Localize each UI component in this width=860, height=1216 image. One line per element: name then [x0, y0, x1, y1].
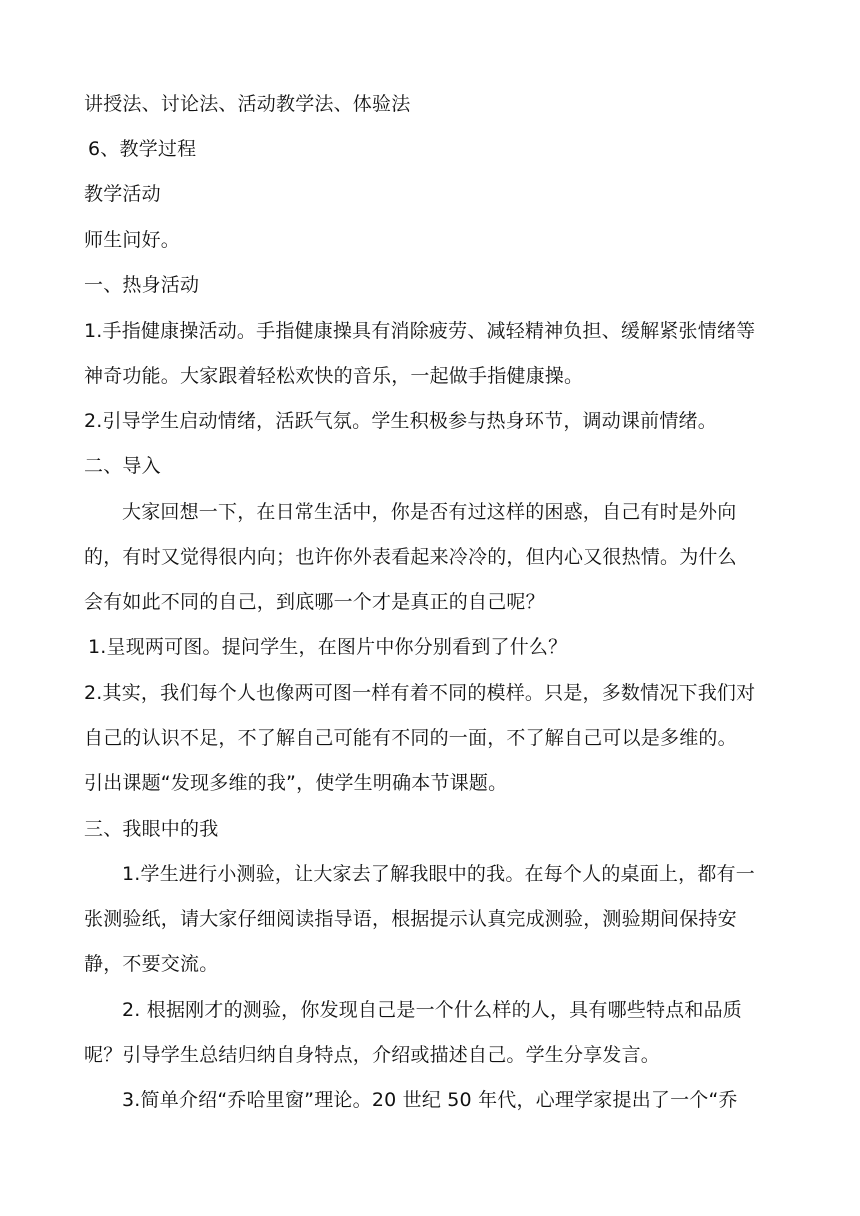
self-view-item-1-line-3: 静，不要交流。 — [84, 953, 219, 975]
intro-item-2-line-3: 引出课题“发现多维的我”，使学生明确本节课题。 — [84, 772, 508, 794]
intro-heading: 二、导入 — [84, 455, 161, 477]
warmup-item-2: 2.引导学生启动情绪，活跃气氛。学生积极参与热身环节，调动课前情绪。 — [84, 410, 717, 432]
intro-paragraph-line-2: 的，有时又觉得很内向；也许你外表看起来冷冷的，但内心又很热情。为什么 — [84, 546, 737, 568]
self-view-item-1-line-1: 1.学生进行小测验，让大家去了解我眼中的我。在每个人的桌面上，都有一 — [122, 863, 755, 885]
teaching-methods-line: 讲授法、讨论法、活动教学法、体验法 — [84, 93, 411, 115]
section-6-heading: 6、教学过程 — [88, 138, 197, 160]
warmup-heading: 一、热身活动 — [84, 274, 200, 296]
intro-item-1: 1.呈现两可图。提问学生，在图片中你分别看到了什么？ — [88, 636, 568, 658]
intro-item-2-line-1: 2.其实，我们每个人也像两可图一样有着不同的模样。只是，多数情况下我们对 — [84, 682, 756, 704]
intro-paragraph-line-3: 会有如此不同的自己，到底哪一个才是真正的自己呢？ — [84, 591, 545, 613]
intro-paragraph-line-1: 大家回想一下，在日常生活中，你是否有过这样的困惑，自己有时是外向 — [122, 501, 737, 523]
self-view-item-1-line-2: 张测验纸，请大家仔细阅读指导语，根据提示认真完成测验，测验期间保持安 — [84, 908, 737, 930]
self-view-item-2-line-2: 呢？引导学生总结归纳自身特点，介绍或描述自己。学生分享发言。 — [84, 1044, 661, 1066]
self-view-heading: 三、我眼中的我 — [84, 818, 219, 840]
teaching-activity-label: 教学活动 — [84, 183, 161, 205]
greeting-line: 师生问好。 — [84, 229, 181, 251]
self-view-item-3-line-1: 3.简单介绍“乔哈里窗”理论。20 世纪 50 年代，心理学家提出了一个“乔 — [122, 1089, 738, 1111]
self-view-item-2-line-1: 2. 根据刚才的测验，你发现自己是一个什么样的人，具有哪些特点和品质 — [122, 999, 742, 1021]
warmup-item-1-line-1: 1.手指健康操活动。手指健康操具有消除疲劳、减轻精神负担、缓解紧张情绪等 — [84, 320, 756, 342]
intro-item-2-line-2: 自己的认识不足，不了解自己可能有不同的一面，不了解自己可以是多维的。 — [84, 727, 737, 749]
warmup-item-1-line-2: 神奇功能。大家跟着轻松欢快的音乐，一起做手指健康操。 — [84, 365, 584, 387]
